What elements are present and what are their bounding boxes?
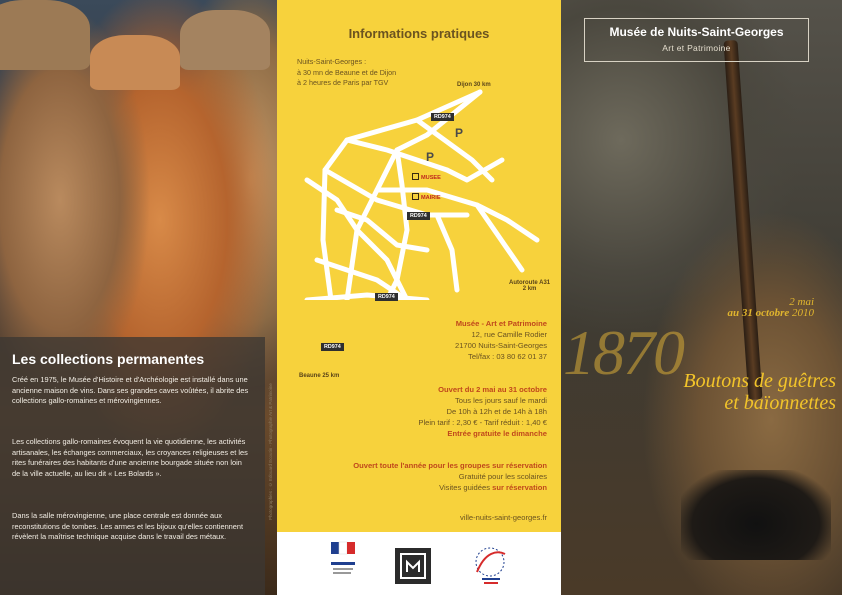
town-hall-square-icon: [412, 193, 419, 200]
logos-svg: [277, 532, 561, 595]
amphora-left: [0, 0, 90, 70]
amphora-center: [90, 35, 180, 90]
access-line: Nuits-Saint-Georges :: [297, 57, 367, 66]
town-hall-marker: [412, 193, 441, 201]
museum-subtitle: Art et Patrimoine: [662, 43, 731, 53]
practical-info-panel: [277, 0, 561, 595]
museum-header: [584, 18, 809, 62]
collections-paragraph-1: Créé en 1975, le Musée d'Histoire et d'Archéologie est installé dans une ancienne maison de vins. Dans ses grandes caves voûtées, il abrite des collections gallo-romaines et mérovingiennes.: [12, 375, 249, 406]
website-link[interactable]: ville-nuits-saint-georges.fr: [460, 513, 547, 522]
museum-address-name: Musée - Art et Patrimoine: [455, 319, 547, 328]
map-label-beaune: Beaune 25 km: [299, 373, 340, 379]
guided-visits-reservation: sur réservation: [492, 483, 547, 492]
ville-logo: [476, 548, 505, 584]
opening-period: Ouvert du 2 mai au 31 octobre: [438, 385, 547, 394]
address-line: 21700 Nuits-Saint-Georges: [454, 341, 547, 350]
parking-icon: P: [426, 150, 435, 164]
photo-credit: Photographies : © Edouard Ecoutin - Photographie Art & Patrimoine: [268, 383, 273, 520]
map-label-dijon: Dijon 30 km: [457, 82, 491, 88]
exhibition-year: 1870: [563, 317, 683, 388]
autoroute-name: Autoroute A31: [509, 280, 551, 286]
collections-title: Les collections permanentes: [12, 351, 205, 367]
map-road: [437, 215, 457, 290]
road-sign-rd974: RD974: [431, 113, 454, 121]
museum-marker: [412, 173, 441, 181]
phone-line: Tel/fax : 03 80 62 01 37: [468, 352, 547, 361]
address-line: 12, rue Camille Rodier: [471, 330, 547, 339]
exhibition-title-line-2: et baïonnettes: [724, 392, 836, 414]
collections-panel: [0, 0, 277, 595]
address-block: [455, 318, 547, 362]
guided-visits-prefix: Visites guidées: [439, 483, 493, 492]
amphora-right: [180, 10, 270, 70]
date-start: 2 mai: [789, 296, 814, 308]
boot-illustration: [681, 470, 831, 560]
groups-block: [353, 460, 547, 493]
rifle-illustration: [723, 40, 762, 400]
road-sign-rd974: RD974: [321, 343, 344, 351]
access-line: à 2 heures de Paris par TGV: [297, 78, 389, 87]
parking-icon: P: [455, 126, 464, 140]
map-road: [307, 295, 427, 300]
town-map: [277, 0, 561, 300]
exhibition-dates: [728, 297, 814, 319]
free-sunday: Entrée gratuite le dimanche: [447, 429, 547, 438]
museum-name: Musée de Nuits-Saint-Georges: [609, 25, 784, 39]
groups-info: Ouvert toute l'année pour les groupes sur réservation: [353, 461, 547, 470]
road-sign-rd974: RD974: [375, 293, 398, 301]
town-hall-marker-label: MAIRIE: [421, 195, 441, 201]
museum-square-icon: [412, 173, 419, 180]
date-end-year: 2010: [792, 307, 814, 319]
guided-visits: [353, 482, 547, 493]
m-logo: [395, 548, 431, 584]
date-end: [728, 308, 814, 319]
exhibition-title-line-1: Boutons de guêtres: [683, 370, 836, 392]
hours-block: [418, 384, 547, 439]
date-end-label: au 31 octobre: [727, 307, 790, 319]
practical-info-title: Informations pratiques: [348, 26, 490, 41]
road-sign-rd974: RD974: [407, 212, 430, 220]
map-road: [377, 190, 522, 270]
exhibition-title: [683, 370, 836, 414]
opening-days: Tous les jours sauf le mardi: [454, 396, 547, 405]
map-label-autoroute: [509, 280, 550, 292]
partner-logos: [277, 532, 561, 595]
access-line: à 30 mn de Beaune et de Dijon: [297, 67, 397, 77]
map-road: [387, 150, 407, 300]
republique-logo: [331, 542, 355, 574]
collections-box: [0, 337, 265, 595]
schools-info: Gratuité pour les scolaires: [458, 472, 547, 481]
prices: Plein tarif : 2,30 € - Tarif réduit : 1,40 €: [418, 418, 547, 427]
museum-marker-label: MUSEE: [421, 175, 441, 181]
autoroute-distance: 2 km: [522, 286, 537, 292]
exhibition-panel: [561, 0, 842, 595]
map-road: [477, 205, 537, 240]
collections-paragraph-2: Les collections gallo-romaines évoquent la vie quotidienne, les activités artisanales, les échanges commerciaux, les croyances religieuses et les rites funéraires des habitants d'une ancienne bourgade située non loin de la ville actuelle, au lieu dit « Les Bolards ».: [12, 437, 248, 478]
collections-paragraph-3: Dans la salle mérovingienne, une place centrale est donnée aux reconstitutions de tombes. Les armes et les bijoux qu'elles contiennent révèlent la maîtrise technique acquise dans le travail des métaux.: [12, 511, 244, 542]
opening-times: De 10h à 12h et de 14h à 18h: [446, 407, 547, 416]
